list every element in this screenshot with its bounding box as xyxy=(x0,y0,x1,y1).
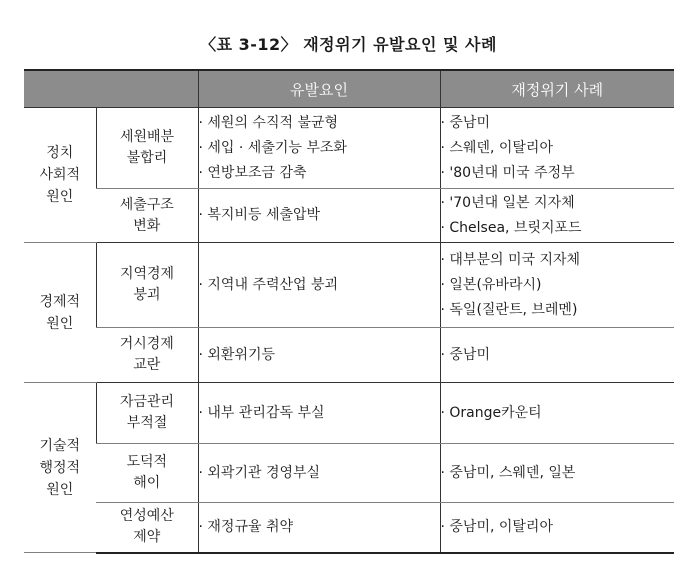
header-blank xyxy=(24,70,198,108)
factor-cell: · 재정규율 취약 xyxy=(198,503,440,553)
table-row xyxy=(24,189,674,243)
factor-cell: · 세원의 수직적 불균형 · 세입 · 세출기능 부조화 · 연방보조금 감축 xyxy=(198,108,440,189)
case-cell: · Orange카운티 xyxy=(440,383,674,444)
group-label: 정치 사회적 원인 xyxy=(24,108,96,243)
table-caption: 〈표 3-12〉 재정위기 유발요인 및 사례 xyxy=(200,35,497,54)
sub-label: 도덕적 해이 xyxy=(96,444,198,503)
case-cell: · 중남미, 이탈리아 xyxy=(440,503,674,553)
factor-cell: · 외곽기관 경영부실 xyxy=(198,444,440,503)
table-row xyxy=(24,503,674,553)
group-label: 경제적 원인 xyxy=(24,243,96,383)
factor-cell: · 외환위기등 xyxy=(198,328,440,383)
header-row xyxy=(24,70,674,108)
case-cell: · '70년대 일본 지자체 · Chelsea, 브릿지포드 xyxy=(440,189,674,243)
header-case: 재정위기 사례 xyxy=(440,70,674,108)
factor-cell: · 복지비등 세출압박 xyxy=(198,189,440,243)
case-cell: · 중남미 · 스웨덴, 이탈리아 · '80년대 미국 주정부 xyxy=(440,108,674,189)
sub-label: 연성예산 제약 xyxy=(96,503,198,553)
sub-label: 자금관리 부적절 xyxy=(96,383,198,444)
case-cell: · 중남미, 스웨덴, 일본 xyxy=(440,444,674,503)
case-cell: · 중남미 xyxy=(440,328,674,383)
table-row xyxy=(24,328,674,383)
sub-label: 거시경제 교란 xyxy=(96,328,198,383)
header-factor: 유발요인 xyxy=(198,70,440,108)
table-row xyxy=(24,108,674,189)
table-row xyxy=(24,243,674,328)
sub-label: 세출구조 변화 xyxy=(96,189,198,243)
table-row xyxy=(24,444,674,503)
case-cell: · 대부분의 미국 지자체 · 일본(유바라시) · 독일(질란트, 브레멘) xyxy=(440,243,674,328)
causes-table xyxy=(24,69,674,554)
table-row xyxy=(24,383,674,444)
factor-cell: · 내부 관리감독 부실 xyxy=(198,383,440,444)
factor-cell: · 지역내 주력산업 붕괴 xyxy=(198,243,440,328)
sub-label: 지역경제 붕괴 xyxy=(96,243,198,328)
sub-label: 세원배분 불합리 xyxy=(96,108,198,189)
group-label: 기술적 행정적 원인 xyxy=(24,383,96,553)
